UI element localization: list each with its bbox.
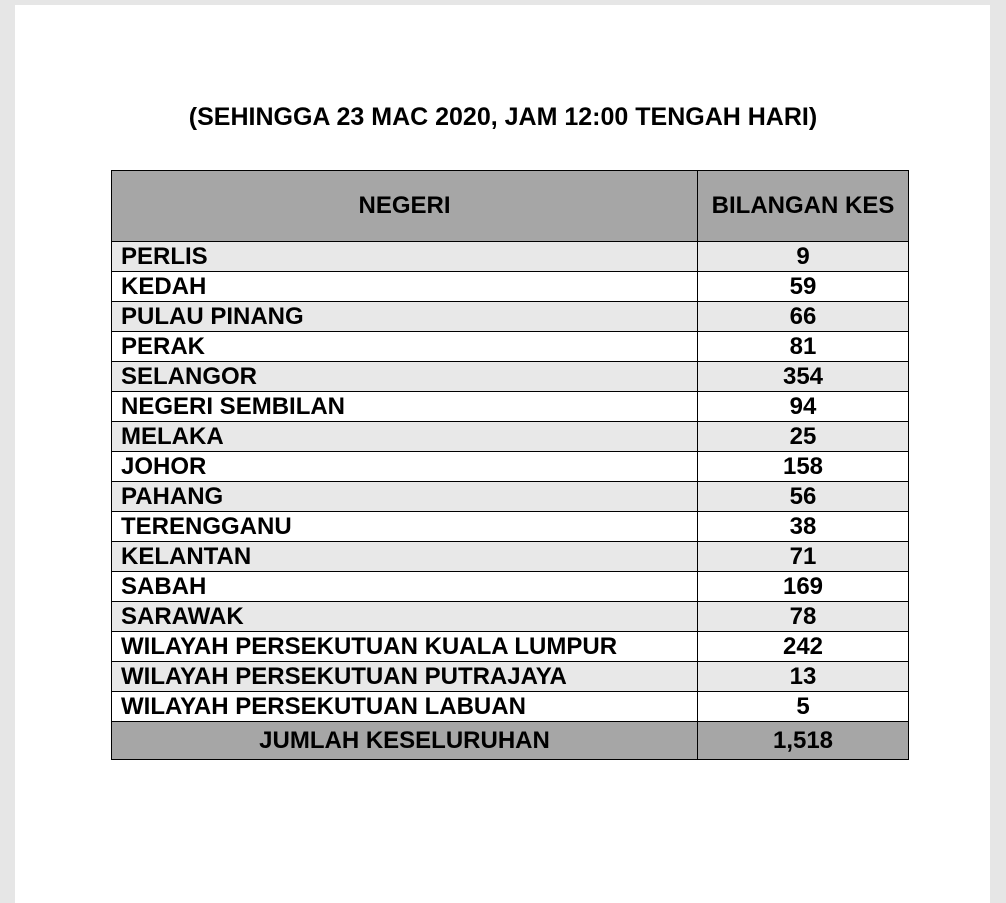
table-row — [112, 392, 909, 422]
state-cell: PULAU PINANG — [112, 302, 698, 332]
table-row — [112, 632, 909, 662]
table-row — [112, 302, 909, 332]
cases-cell: 59 — [698, 272, 909, 302]
total-row — [112, 722, 909, 760]
header-state: NEGERI — [112, 171, 698, 242]
table-row — [112, 482, 909, 512]
cases-cell: 38 — [698, 512, 909, 542]
state-cell: WILAYAH PERSEKUTUAN PUTRAJAYA — [112, 662, 698, 692]
state-cell: WILAYAH PERSEKUTUAN KUALA LUMPUR — [112, 632, 698, 662]
state-cell: KELANTAN — [112, 542, 698, 572]
table-row — [112, 422, 909, 452]
state-cell: SARAWAK — [112, 602, 698, 632]
cases-cell: 5 — [698, 692, 909, 722]
state-cell: MELAKA — [112, 422, 698, 452]
cases-cell: 81 — [698, 332, 909, 362]
cases-cell: 158 — [698, 452, 909, 482]
table-row — [112, 332, 909, 362]
total-label: JUMLAH KESELURUHAN — [112, 722, 698, 760]
state-cell: NEGERI SEMBILAN — [112, 392, 698, 422]
cases-table — [111, 170, 909, 760]
table-row — [112, 452, 909, 482]
header-cases: BILANGAN KES — [698, 171, 909, 242]
state-cell: PAHANG — [112, 482, 698, 512]
table-row — [112, 662, 909, 692]
table-row — [112, 602, 909, 632]
state-cell: SABAH — [112, 572, 698, 602]
state-cell: KEDAH — [112, 272, 698, 302]
cases-cell: 71 — [698, 542, 909, 572]
cases-cell: 25 — [698, 422, 909, 452]
cases-cell: 94 — [698, 392, 909, 422]
total-cases: 1,518 — [698, 722, 909, 760]
document-title: (SEHINGGA 23 MAC 2020, JAM 12:00 TENGAH HARI) — [188, 103, 818, 131]
cases-cell: 242 — [698, 632, 909, 662]
cases-cell: 66 — [698, 302, 909, 332]
table-row — [112, 572, 909, 602]
table-row — [112, 272, 909, 302]
state-cell: TERENGGANU — [112, 512, 698, 542]
cases-cell: 169 — [698, 572, 909, 602]
state-cell: PERLIS — [112, 242, 698, 272]
table-row — [112, 512, 909, 542]
table-row — [112, 692, 909, 722]
cases-cell: 56 — [698, 482, 909, 512]
state-cell: WILAYAH PERSEKUTUAN LABUAN — [112, 692, 698, 722]
cases-cell: 9 — [698, 242, 909, 272]
table-row — [112, 242, 909, 272]
state-cell: SELANGOR — [112, 362, 698, 392]
cases-cell: 13 — [698, 662, 909, 692]
cases-cell: 354 — [698, 362, 909, 392]
table-row — [112, 362, 909, 392]
state-cell: PERAK — [112, 332, 698, 362]
state-cell: JOHOR — [112, 452, 698, 482]
table-header-row — [112, 171, 909, 242]
table-row — [112, 542, 909, 572]
cases-cell: 78 — [698, 602, 909, 632]
table-body — [112, 242, 909, 722]
